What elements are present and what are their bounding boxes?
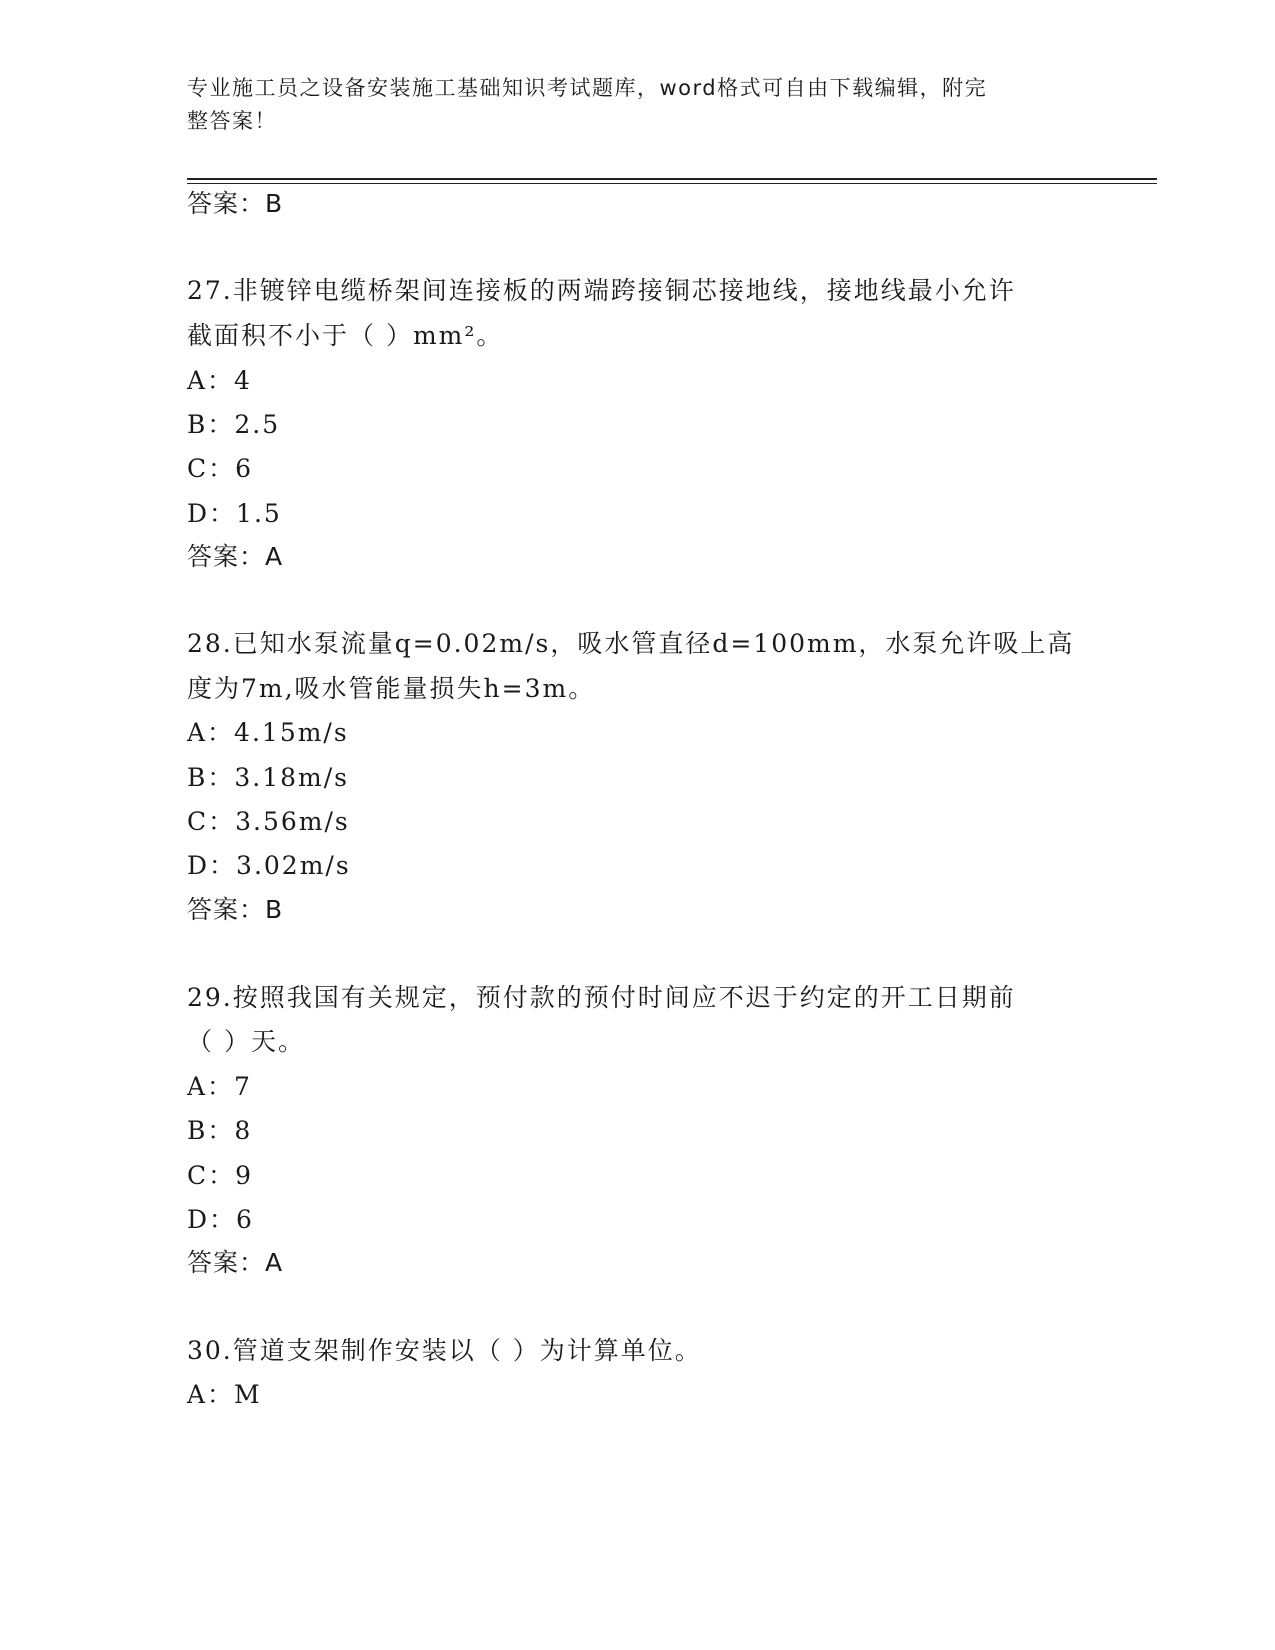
- header-divider-thin: [187, 183, 1157, 184]
- question-29-answer: 答案：A: [187, 1248, 284, 1277]
- question-27-answer: 答案：A: [187, 542, 284, 571]
- question-29-stem-line-2: （ ）天。: [187, 1027, 305, 1056]
- question-29-option-d: D：6: [187, 1205, 254, 1234]
- question-27-option-c: C：6: [187, 454, 254, 483]
- question-28-option-a: A：4.15m/s: [187, 718, 349, 747]
- header-line-2: 整答案！: [187, 109, 277, 133]
- question-29-option-a: A：7: [187, 1072, 252, 1101]
- question-28-answer: 答案：B: [187, 895, 284, 924]
- question-27-option-b: B：2.5: [187, 410, 281, 439]
- question-28-option-d: D：3.02m/s: [187, 851, 351, 880]
- question-27-stem-line-2: 截面积不小于（ ）mm²。: [187, 321, 504, 350]
- document-header: [187, 72, 1047, 138]
- question-27-stem-line-1: 27.非镀锌电缆桥架间连接板的两端跨接铜芯接地线，接地线最小允许: [187, 276, 1016, 305]
- header-divider-thick: [187, 178, 1157, 180]
- header-line-1: 专业施工员之设备安装施工基础知识考试题库，word格式可自由下载编辑，附完: [187, 76, 988, 100]
- question-28-stem-line-2: 度为7m,吸水管能量损失h=3m。: [187, 674, 596, 703]
- question-28-option-b: B：3.18m/s: [187, 763, 349, 792]
- question-27-option-d: D：1.5: [187, 499, 282, 528]
- question-29-stem-line-1: 29.按照我国有关规定，预付款的预付时间应不迟于约定的开工日期前: [187, 983, 1016, 1012]
- question-27-option-a: A：4: [187, 366, 252, 395]
- question-29-option-c: C：9: [187, 1161, 254, 1190]
- question-29-option-b: B：8: [187, 1116, 253, 1145]
- question-30-stem-line-1: 30.管道支架制作安装以（ ）为计算单位。: [187, 1336, 702, 1365]
- previous-answer: 答案：B: [187, 189, 284, 218]
- question-30-option-a: A：M: [187, 1380, 262, 1409]
- question-28-option-c: C：3.56m/s: [187, 807, 350, 836]
- question-28-stem-line-1: 28.已知水泵流量q=0.02m/s，吸水管直径d=100mm，水泵允许吸上高: [187, 629, 1075, 658]
